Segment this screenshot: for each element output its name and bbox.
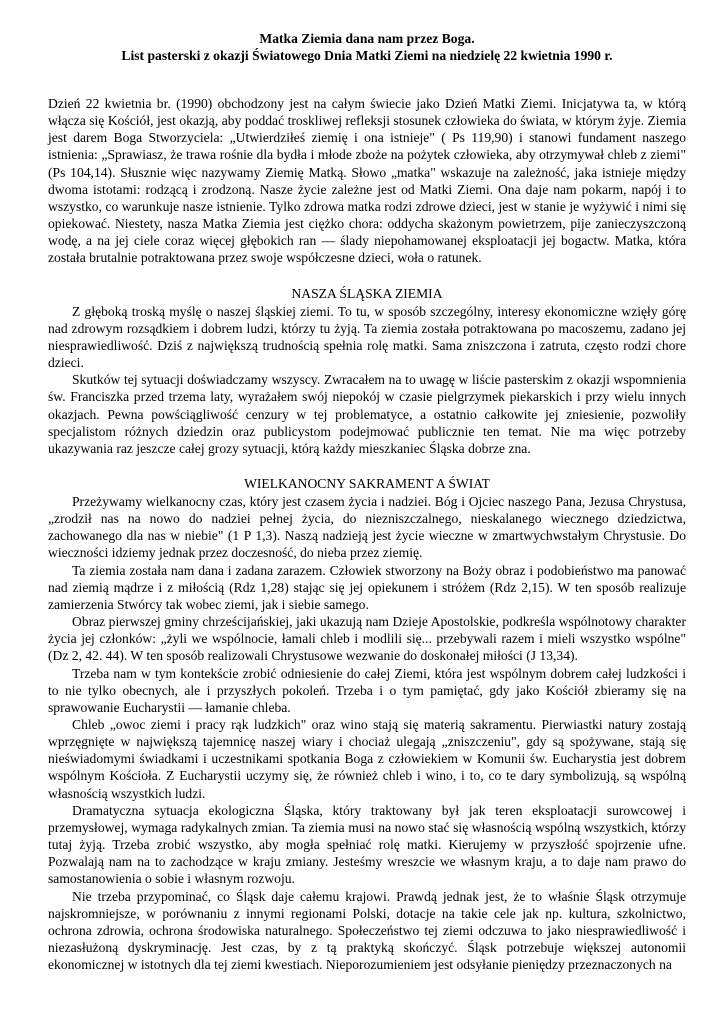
title-line-2: List pasterski z okazji Światowego Dnia Matki Ziemi na niedzielę 22 kwietnia 1990 r.	[121, 48, 613, 63]
title-line-1: Matka Ziemia dana nam przez Boga.	[259, 31, 475, 46]
section-heading-nasza-slaska-ziemia: NASZA ŚLĄSKA ZIEMIA	[291, 285, 443, 301]
paragraph: Ta ziemia została nam dana i zadana zarazem. Człowiek stworzony na Boży obraz i podobieństwo ma panować nad ziemią mądrze i z miłością (Rdz 1,28) stając się jej opiekunem i stróżem (Rdz 2,15). W ten sposób realizuje zamierzenia Stwórcy tak wobec ziemi, jak i siebie samego.	[48, 562, 686, 612]
paragraph: Obraz pierwszej gminy chrześcijańskiej, jaki ukazują nam Dzieje Apostolskie, podkreśla wspólnotowy charakter życia jej członków: „żyli we wspólnocie, łamali chleb i modlili się... przebywali razem i mieli wszystko wspólne" (Dz 2, 42. 44). W ten sposób realizowali Chrystusowe wezwanie do doskonałej miłości (J 13,34).	[48, 614, 686, 664]
paragraph: Dramatyczna sytuacja ekologiczna Śląska, który traktowany był jak teren eksploatacji surowcowej i przemysłowej, wymaga radykalnych zmian. Ta ziemia musi na nowo stać się własnością wspólną wszystkich, którzy tutaj żyją. Trzeba zrobić wszystko, aby mogła spełniać rolę matki. Kierujemy w przyszłość spojrzenie ufne. Pozwalają nam na to zachodzące w kraju zmiany. Jesteśmy wreszcie we własnym kraju, a to daje nam prawo do samostanowienia o sobie i własnym rozwoju.	[48, 802, 686, 887]
intro-paragraph: Dzień 22 kwietnia br. (1990) obchodzony jest na całym świecie jako Dzień Matki Ziemi. Inicjatywa ta, w którą włącza się Kościół, jest okazją, aby poddać troskliwej refleksji stosunek człowieka do świata, w którym żyje. Ziemia jest darem Boga Stworzyciela: „Utwierdziłeś ziemię i ona istnieje" ( Ps 119,90) i stanowi fundament naszego istnienia: „Sprawiasz, że trawa rośnie dla bydła i młode zboże na pożytek człowieka, aby otrzymywał chleb z ziemi" (Ps 104,14). Słusznie więc nazywamy Ziemię Matką. Słowo „matka" wskazuje na zależność, jaka istnieje między dwoma istotami: rodzącą i zrodzoną. Nasze życie zależne jest od Matki Ziemi. Ona daje nam pokarm, napój i to wszystko, co warunkuje nasze istnienie. Tylko zdrowa matka rodzi zdrowe dzieci, jest w stanie je wyżywić i nimi się opiekować. Niestety, nasza Matka Ziemia jest ciężko chora: oddycha skażonym powietrzem, pije zanieczyszczoną wodę, a na jej ciele coraz więcej głębokich ran — ślady niepohamowanej eksploatacji jej bogactw. Matka, która została brutalnie potraktowana przez swoje współczesne dzieci, woła o ratunek.	[48, 96, 686, 266]
paragraph: Z głęboką troską myślę o naszej śląskiej ziemi. To tu, w sposób szczególny, interesy ekonomiczne wzięły górę nad zdrowym rozsądkiem i dobrem ludzi, którzy tu żyją. Ta ziemia została potraktowana po macoszemu, zadano jej niesprawiedliwość. Dziś z największą trudnością spełnia rolę matki. Sama zniszczona i zatruta, często rodzi chore dzieci.	[48, 303, 686, 371]
paragraph: Nie trzeba przypominać, co Śląsk daje całemu krajowi. Prawdą jednak jest, że to właśnie Śląsk otrzymuje najskromniejsze, w porównaniu z innymi regionami Polski, dotacje na takie cele jak np. kultura, szkolnictwo, ochrona zdrowia, ochrona środowiska naturalnego. Społeczeństwo tej ziemi odczuwa to jako niesprawiedliwość i niezasłużoną dyskryminację. Jest czas, by z tą praktyką skończyć. Śląsk potrzebuje większej autonomii ekonomicznej w istotnych dla tej ziemi kwestiach. Nieporozumieniem jest odsyłanie pieniędzy przeznaczonych na	[48, 888, 686, 973]
document-page	[48, 30, 686, 973]
paragraph: Skutków tej sytuacji doświadczamy wszyscy. Zwracałem na to uwagę w liście pasterskim z okazji wspomnienia św. Franciszka przed trzema laty, wyrażałem swój niepokój w czasie pielgrzymek piekarskich i przy wielu innych okazjach. Pewna powściągliwość cenzury w tej problematyce, a ostatnio całkowite jej zniesienie, pozwoliły specjalistom różnych dziedzin oraz publicystom podejmować publicznie ten temat. Nie ma więc potrzeby ukazywania raz jeszcze całej grozy sytuacji, którą każdy mieszkaniec Śląska dobrze zna.	[48, 372, 686, 456]
paragraph: Trzeba nam w tym kontekście zrobić odniesienie do całej Ziemi, która jest wspólnym dobrem całej ludzkości i to nie tylko obecnych, ale i przyszłych pokoleń. Trzeba i o tym pamiętać, gdy jako Kościół zbieramy się na sprawowanie Eucharystii — łamanie chleba.	[48, 665, 686, 715]
paragraph: Przeżywamy wielkanocny czas, który jest czasem życia i nadziei. Bóg i Ojciec naszego Pana, Jezusa Chrystusa, „zrodził nas na nowo do nadziei pełnej życia, do niezniszczalnego, nieskalanego wiecznego dziedzictwa, zachowanego dla nas w niebie" (1 P 1,3). Naszą nadzieją jest życie wieczne w zmartwychwstałym Chrystusie. Do wieczności idziemy jednak przez doczesność, do nieba przez ziemię.	[48, 493, 686, 561]
document-title	[48, 30, 686, 64]
paragraph: Chleb „owoc ziemi i pracy rąk ludzkich" oraz wino stają się materią sakramentu. Pierwiastki natury zostają wprzęgnięte w największą tajemnicę naszej wiary i chociaż ulegają „zniszczeniu", gdy są spożywane, stają się nieświadomymi świadkami i uczestnikami spotkania Boga z człowiekiem w Komunii św. Eucharystia jest dobrem wspólnym Kościoła. Z Eucharystii uczymy się, że również chleb i wino, i to, co te dary symbolizują, są wspólną własnością wszystkich ludzi.	[48, 717, 686, 801]
section-heading-wielkanocny-sakrament: WIELKANOCNY SAKRAMENT A ŚWIAT	[244, 475, 490, 491]
